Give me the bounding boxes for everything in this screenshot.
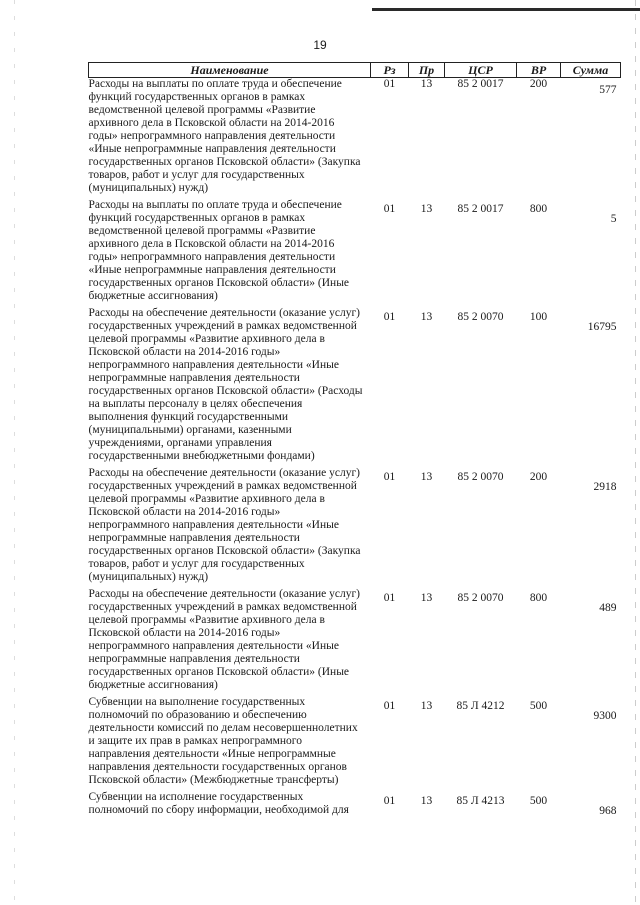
table-row — [89, 588, 621, 692]
row-name: Субвенции на выполнение государственных полномочий по образованию и обеспечению деятельности комиссий по делам несовершеннолетних и защите их прав в рамках непрограммного направления деятельности «Иные непрограммные направления деятельности государственных органов Псковской области» (Межбюджетные трансферты) — [88, 696, 358, 786]
row-sum: 489 — [599, 602, 617, 614]
row-sum: 9300 — [593, 710, 617, 722]
row-rz: 01 — [383, 471, 396, 483]
table-row — [89, 307, 621, 463]
row-sum: 16795 — [587, 321, 617, 333]
row-rz: 01 — [383, 592, 396, 604]
header-rz: Рз — [371, 63, 409, 78]
page-number: 19 — [313, 38, 327, 52]
header-sum: Сумма — [561, 63, 621, 78]
row-pr: 13 — [420, 78, 433, 90]
row-csr: 85 2 0017 — [457, 203, 504, 215]
row-vr: 500 — [529, 795, 548, 807]
table-row — [89, 791, 621, 818]
row-name: Расходы на обеспечение деятельности (оказание услуг) государственных учреждений в рамках ведомственной целевой программы «Развитие архивного дела в Псковской области на 2014-2016 годы» непрограммного направления деятельности «Иные непрограммные направления деятельности государственных органов Псковской области» (Расходы на выплаты персоналу в целях обеспечения выполнения функций государственными (муниципальными) органами, казенными учреждениями, органами управления государственными внебюджетными фондами) — [88, 307, 363, 462]
header-csr: ЦСР — [445, 63, 517, 78]
row-csr: 85 2 0017 — [457, 78, 504, 90]
row-name: Расходы на обеспечение деятельности (оказание услуг) государственных учреждений в рамках ведомственной целевой программы «Развитие архивного дела в Псковской области на 2014-2016 годы» непрограммного направления деятельности «Иные непрограммные направления деятельности государственных органов Псковской области» (Иные бюджетные ассигнования) — [88, 588, 360, 691]
header-vr: ВР — [517, 63, 561, 78]
table-row — [89, 696, 621, 787]
row-name: Субвенции на исполнение государственных полномочий по сбору информации, необходимой для — [88, 791, 349, 816]
header-name: Наименование — [89, 63, 371, 78]
row-pr: 13 — [420, 700, 433, 712]
row-pr: 13 — [420, 795, 433, 807]
table-row — [89, 199, 621, 303]
row-vr: 100 — [529, 311, 548, 323]
scan-edge-left — [14, 0, 15, 905]
row-vr: 500 — [529, 700, 548, 712]
row-pr: 13 — [420, 592, 433, 604]
row-rz: 01 — [383, 795, 396, 807]
row-sum: 5 — [610, 213, 617, 225]
row-csr: 85 Л 4212 — [456, 700, 505, 712]
row-vr: 800 — [529, 592, 548, 604]
row-name: Расходы на обеспечение деятельности (оказание услуг) государственных учреждений в рамках ведомственной целевой программы «Развитие архивного дела в Псковской области на 2014-2016 годы» непрограммного направления деятельности «Иные непрограммные направления деятельности государственных органов Псковской области» (Закупка товаров, работ и услуг для государственных (муниципальных) нужд) — [88, 467, 361, 583]
row-rz: 01 — [383, 311, 396, 323]
row-sum: 577 — [599, 84, 617, 96]
table-header-row — [89, 63, 621, 78]
header-pr: Пр — [409, 63, 445, 78]
budget-table — [88, 62, 621, 818]
scan-edge-right — [635, 0, 636, 905]
row-name: Расходы на выплаты по оплате труда и обеспечение функций государственных органов в рамках ведомственной целевой программы «Развитие архивного дела в Псковской области на 2014-2016 годы» непрограммного направления деятельности «Иные непрограммные направления деятельности государственных органов Псковской области» (Иные бюджетные ассигнования) — [88, 199, 350, 302]
table-row — [89, 78, 621, 196]
row-pr: 13 — [420, 203, 433, 215]
scan-top-rule — [372, 8, 640, 11]
row-csr: 85 2 0070 — [457, 471, 504, 483]
row-rz: 01 — [383, 78, 396, 90]
row-sum: 2918 — [593, 481, 617, 493]
row-vr: 200 — [529, 78, 548, 90]
row-rz: 01 — [383, 700, 396, 712]
row-sum: 968 — [599, 805, 617, 817]
row-csr: 85 2 0070 — [457, 311, 504, 323]
row-vr: 800 — [529, 203, 548, 215]
row-csr: 85 Л 4213 — [456, 795, 505, 807]
row-vr: 200 — [529, 471, 548, 483]
row-pr: 13 — [420, 311, 433, 323]
table-row — [89, 467, 621, 584]
row-rz: 01 — [383, 203, 396, 215]
row-pr: 13 — [420, 471, 433, 483]
row-csr: 85 2 0070 — [457, 592, 504, 604]
row-name: Расходы на выплаты по оплате труда и обеспечение функций государственных органов в рамках ведомственной целевой программы «Развитие архивного дела в Псковской области на 2014-2016 годы» непрограммного направления деятельности «Иные непрограммные направления деятельности государственных органов Псковской области» (Закупка товаров, работ и услуг для государственных (муниципальных) нужд) — [88, 78, 361, 194]
